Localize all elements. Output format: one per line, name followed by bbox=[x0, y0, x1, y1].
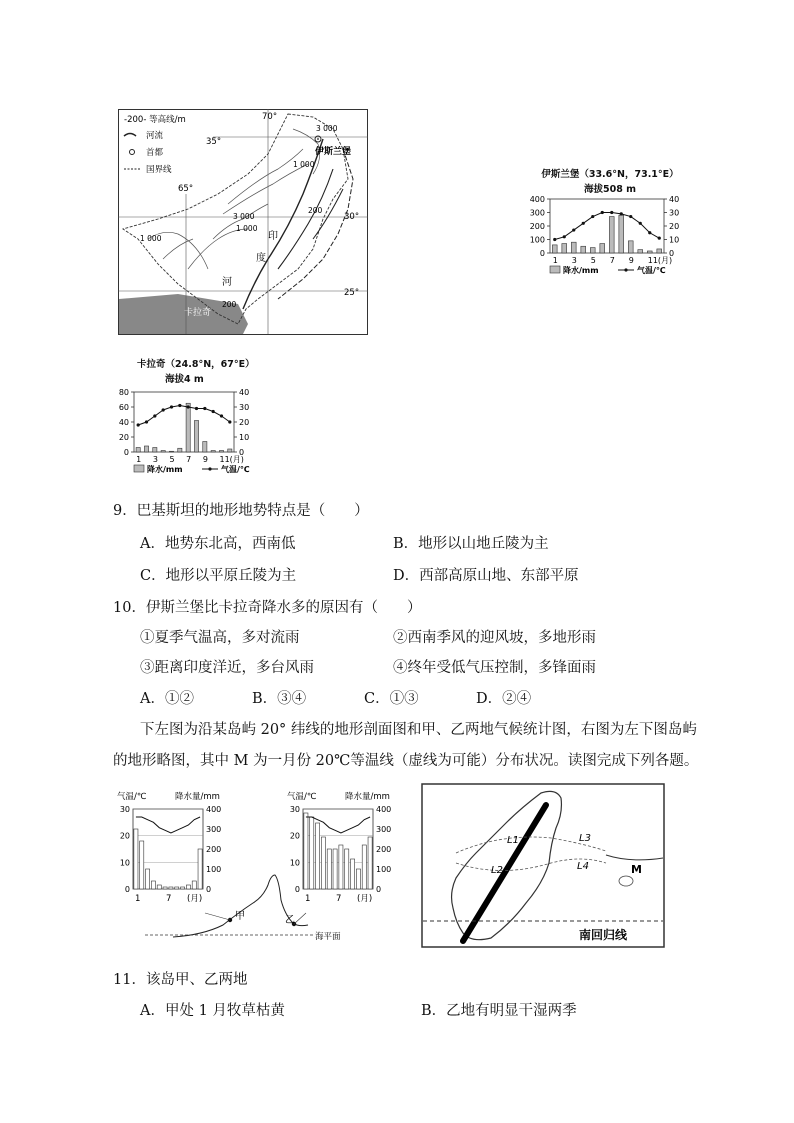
temp-tick-label: 10 bbox=[119, 858, 130, 868]
precip-bar bbox=[581, 246, 586, 253]
temp-point bbox=[563, 235, 566, 238]
temp-point bbox=[620, 212, 623, 215]
legend-temp-point bbox=[624, 268, 627, 271]
precip-tick-label: 0 bbox=[376, 885, 382, 894]
precip-bar bbox=[356, 869, 360, 889]
precip-bar bbox=[211, 451, 215, 453]
temp-tick-label: 20 bbox=[119, 831, 130, 841]
lat-30: 30° bbox=[344, 212, 360, 222]
y-tick-label: 400 bbox=[529, 195, 545, 204]
precip-bar bbox=[219, 451, 223, 453]
temp-tick-label: 30 bbox=[289, 805, 300, 814]
temp-point bbox=[170, 405, 173, 408]
x-tick-label: 9 bbox=[628, 256, 634, 265]
q9-option-c[interactable]: C．地形以平原丘陵为主 bbox=[140, 568, 297, 584]
y-tick-label: 200 bbox=[529, 222, 545, 231]
island-map bbox=[421, 783, 665, 948]
karachi-climate-chart bbox=[110, 384, 260, 484]
y2-tick-label: 40 bbox=[669, 195, 680, 204]
temp-point bbox=[178, 404, 181, 407]
islamabad-subtitle: 海拔508 m bbox=[583, 184, 637, 195]
plot-frame bbox=[134, 392, 234, 452]
label-he: 河 bbox=[222, 277, 232, 288]
temp-point bbox=[228, 420, 231, 423]
label-l3: L3 bbox=[579, 833, 591, 844]
precip-bar bbox=[657, 249, 662, 253]
x-tick-label: 1 bbox=[136, 455, 142, 464]
legend-temp-point bbox=[208, 467, 211, 470]
y2-tick-label: 30 bbox=[669, 208, 680, 218]
temp-point bbox=[601, 211, 604, 214]
lon-70: 70° bbox=[262, 112, 278, 122]
precip-bar bbox=[228, 449, 232, 452]
temp-point bbox=[591, 215, 594, 218]
label-yin: 印 bbox=[268, 231, 278, 242]
month-tick-label: (月) bbox=[357, 894, 373, 904]
passage-line-1: 下左图为沿某岛屿 20° 纬线的地形剖面图和甲、乙两地气候统计图，右图为左下图岛屿 bbox=[140, 722, 697, 738]
precip-bar bbox=[600, 244, 605, 253]
q9-stem: 9．巴基斯坦的地形地势特点是（ ） bbox=[113, 503, 369, 519]
precip-bar bbox=[304, 813, 308, 889]
label-b: 乙 bbox=[285, 915, 295, 926]
temp-line bbox=[138, 406, 230, 426]
temp-point bbox=[610, 211, 613, 214]
temp-line bbox=[555, 213, 660, 240]
temp-point bbox=[145, 420, 148, 423]
x-tick-label: 7 bbox=[609, 256, 615, 265]
islamabad-title: 伊斯兰堡（33.6°N，73.1°E） bbox=[541, 169, 679, 180]
precip-bar bbox=[151, 881, 155, 889]
temp-point bbox=[195, 407, 198, 410]
legend-precip-swatch bbox=[550, 266, 560, 273]
label-du: 度 bbox=[256, 253, 266, 264]
legend-river: 河流 bbox=[146, 131, 164, 141]
x-tick-label: 3 bbox=[571, 256, 577, 265]
precip-bar bbox=[136, 448, 140, 453]
precip-bar bbox=[310, 817, 314, 889]
precip-axis-label: 降水量/mm bbox=[345, 792, 390, 802]
temp-tick-label: 10 bbox=[289, 858, 300, 868]
precip-bar bbox=[368, 837, 372, 889]
passage-line-2: 的地形略图，其中 M 为一月份 20℃等温线（虚线为可能）分布状况。读图完成下列各题。 bbox=[113, 753, 699, 769]
q11-option-a[interactable]: A．甲处 1 月牧草枯黄 bbox=[140, 1003, 285, 1019]
islamabad-climate-chart bbox=[520, 193, 700, 283]
precip-bar bbox=[163, 887, 167, 889]
precip-bar bbox=[333, 849, 337, 889]
y-tick-label: 0 bbox=[539, 249, 545, 258]
precip-tick-label: 100 bbox=[376, 865, 392, 874]
contour-label: 200 bbox=[222, 300, 237, 309]
precip-bar bbox=[161, 451, 165, 453]
y2-tick-label: 20 bbox=[239, 418, 250, 427]
y-tick-label: 100 bbox=[529, 235, 545, 245]
q10-stem: 10．伊斯兰堡比卡拉奇降水多的原因有（ ） bbox=[113, 600, 422, 616]
precip-bar bbox=[140, 841, 144, 889]
precip-bar bbox=[619, 215, 624, 253]
precip-bar bbox=[562, 244, 567, 253]
q10-statement-1: ①夏季气温高，多对流雨 bbox=[140, 630, 300, 646]
precip-bar bbox=[321, 837, 325, 889]
pakistan-map bbox=[118, 109, 368, 335]
precip-bar bbox=[327, 849, 331, 889]
precip-bar bbox=[153, 448, 157, 453]
contour-label: 200 bbox=[308, 206, 323, 215]
precip-bar bbox=[552, 245, 557, 253]
precip-bar bbox=[647, 251, 652, 253]
temp-point bbox=[203, 407, 206, 410]
label-karachi: 卡拉奇 bbox=[184, 308, 212, 318]
precip-tick-label: 400 bbox=[376, 805, 392, 814]
precip-bar bbox=[157, 885, 161, 889]
precip-tick-label: 400 bbox=[206, 805, 222, 814]
y-tick-label: 20 bbox=[118, 433, 129, 442]
lat-35: 35° bbox=[206, 137, 222, 147]
precip-bar bbox=[571, 242, 576, 253]
precip-bar bbox=[175, 887, 179, 889]
precip-bar bbox=[194, 421, 198, 453]
precip-bar bbox=[146, 869, 150, 889]
x-tick-label: 3 bbox=[152, 455, 158, 464]
temp-tick-label: 20 bbox=[289, 831, 300, 841]
precip-bar bbox=[134, 829, 138, 889]
temp-point bbox=[658, 237, 661, 240]
precip-bar bbox=[203, 442, 207, 453]
legend-precip-label: 降水/mm bbox=[147, 465, 183, 474]
precip-bar bbox=[638, 250, 643, 253]
label-l1: L1 bbox=[507, 835, 519, 846]
precip-bar bbox=[144, 446, 148, 452]
temp-axis-label: 气温/℃ bbox=[117, 792, 147, 802]
lon-65: 65° bbox=[178, 184, 194, 194]
label-l2: L2 bbox=[491, 865, 503, 876]
legend-precip-swatch bbox=[134, 465, 144, 472]
legend-precip-label: 降水/mm bbox=[563, 266, 599, 275]
temp-point bbox=[572, 228, 575, 231]
month-tick-label: 1 bbox=[305, 894, 311, 904]
y2-tick-label: 30 bbox=[239, 403, 250, 412]
leader-line bbox=[294, 913, 306, 924]
x-tick-label: 1 bbox=[552, 256, 558, 265]
q9-option-a[interactable]: A．地势东北高，西南低 bbox=[140, 536, 296, 552]
temp-point bbox=[648, 231, 651, 234]
label-a: 甲 bbox=[235, 911, 245, 922]
lat-25: 25° bbox=[344, 288, 360, 298]
legend-temp-label: 气温/℃ bbox=[637, 266, 666, 275]
x-tick-label: 7 bbox=[186, 455, 192, 464]
q9-option-b[interactable]: B．地形以山地丘陵为主 bbox=[393, 536, 549, 552]
temp-point bbox=[187, 405, 190, 408]
temp-point bbox=[582, 222, 585, 225]
leader-line bbox=[205, 913, 230, 920]
q10-statement-2: ②西南季风的迎风坡，多地形雨 bbox=[393, 630, 596, 646]
q10-option-a[interactable]: A．①② bbox=[140, 691, 194, 707]
x-tick-label: 5 bbox=[590, 256, 596, 265]
temp-point bbox=[212, 410, 215, 413]
y2-tick-label: 0 bbox=[669, 249, 675, 258]
profile-climate-chart bbox=[113, 785, 413, 950]
precip-bar bbox=[169, 887, 173, 889]
y-tick-label: 40 bbox=[118, 418, 129, 427]
contour-label: 3 000 bbox=[233, 212, 255, 221]
precip-bar bbox=[351, 859, 355, 889]
precip-bar bbox=[186, 403, 190, 452]
contour-label: 3 000 bbox=[316, 124, 338, 133]
temp-point bbox=[629, 215, 632, 218]
temp-point bbox=[220, 414, 223, 417]
temp-point bbox=[162, 408, 165, 411]
label-islamabad: 伊斯兰堡 bbox=[315, 147, 352, 157]
precip-bar bbox=[192, 881, 196, 889]
contour-label: 1 000 bbox=[236, 224, 258, 233]
month-tick-label: 1 bbox=[135, 894, 141, 904]
y2-tick-label: 40 bbox=[239, 388, 250, 397]
q10-option-b[interactable]: B．③④ bbox=[252, 691, 307, 707]
y2-tick-label: 10 bbox=[239, 433, 250, 442]
contour-label: 1 000 bbox=[140, 234, 162, 243]
precip-bar bbox=[362, 845, 366, 889]
precip-tick-label: 200 bbox=[206, 845, 222, 854]
precip-bar bbox=[609, 217, 614, 253]
karachi-subtitle: 海拔4 m bbox=[165, 374, 204, 385]
precip-bar bbox=[178, 448, 182, 452]
precip-bar bbox=[339, 845, 343, 889]
temp-tick-label: 30 bbox=[119, 805, 130, 814]
temp-point bbox=[639, 222, 642, 225]
q10-option-d[interactable]: D．②④ bbox=[476, 691, 532, 707]
y2-tick-label: 10 bbox=[669, 235, 680, 245]
legend-capital: 首都 bbox=[146, 148, 164, 158]
karachi-title: 卡拉奇（24.8°N，67°E） bbox=[137, 359, 255, 370]
legend-border: 国界线 bbox=[146, 165, 172, 175]
precip-tick-label: 300 bbox=[376, 825, 392, 834]
y-tick-label: 80 bbox=[118, 388, 129, 397]
precip-bar bbox=[590, 248, 595, 253]
contour-label: 1 000 bbox=[293, 160, 315, 169]
temp-point bbox=[153, 414, 156, 417]
precip-tick-label: 300 bbox=[206, 825, 222, 834]
sea-level-label: 海平面 bbox=[315, 932, 341, 942]
q11-option-b[interactable]: B．乙地有明显干湿两季 bbox=[421, 1003, 577, 1019]
temp-axis-label: 气温/℃ bbox=[287, 792, 317, 802]
y-tick-label: 300 bbox=[529, 208, 545, 218]
temp-line bbox=[136, 817, 200, 833]
month-tick-label: 7 bbox=[166, 894, 172, 904]
x-tick-label: 11(月) bbox=[647, 256, 673, 265]
temp-point bbox=[553, 238, 556, 241]
temp-tick-label: 0 bbox=[124, 885, 130, 894]
temp-point bbox=[137, 423, 140, 426]
tropic-label: 南回归线 bbox=[579, 928, 628, 942]
precip-tick-label: 100 bbox=[206, 865, 222, 874]
precip-tick-label: 200 bbox=[376, 845, 392, 854]
legend-contour: -200- 等高线/m bbox=[124, 115, 186, 125]
precip-bar bbox=[345, 849, 349, 889]
precip-tick-label: 0 bbox=[206, 885, 212, 894]
precip-axis-label: 降水量/mm bbox=[175, 792, 220, 802]
legend-temp-label: 气温/℃ bbox=[221, 465, 250, 474]
precip-bar bbox=[316, 823, 320, 889]
precip-bar bbox=[169, 451, 173, 452]
x-tick-label: 5 bbox=[169, 455, 175, 464]
label-m: M bbox=[631, 863, 642, 876]
y2-tick-label: 20 bbox=[669, 222, 680, 231]
q10-option-c[interactable]: C．①③ bbox=[364, 691, 419, 707]
temp-tick-label: 0 bbox=[294, 885, 300, 894]
month-tick-label: 7 bbox=[336, 894, 342, 904]
q11-stem: 11．该岛甲、乙两地 bbox=[113, 972, 248, 988]
precip-bar bbox=[198, 849, 202, 889]
q10-statement-3: ③距离印度洋近，多台风雨 bbox=[140, 660, 314, 676]
y2-tick-label: 0 bbox=[239, 448, 245, 457]
precip-bar bbox=[186, 885, 190, 889]
q10-statement-4: ④终年受低气压控制，多锋面雨 bbox=[393, 660, 596, 676]
label-l4: L4 bbox=[577, 861, 589, 872]
x-tick-label: 9 bbox=[202, 455, 208, 464]
x-tick-label: 11(月) bbox=[219, 455, 244, 464]
y-tick-label: 0 bbox=[123, 448, 129, 457]
precip-bar bbox=[181, 887, 185, 889]
y-tick-label: 60 bbox=[118, 403, 129, 412]
q9-option-d[interactable]: D．西部高原山地、东部平原 bbox=[393, 568, 579, 584]
plot-frame bbox=[550, 199, 664, 253]
precip-bar bbox=[628, 241, 633, 253]
month-tick-label: (月) bbox=[187, 894, 203, 904]
